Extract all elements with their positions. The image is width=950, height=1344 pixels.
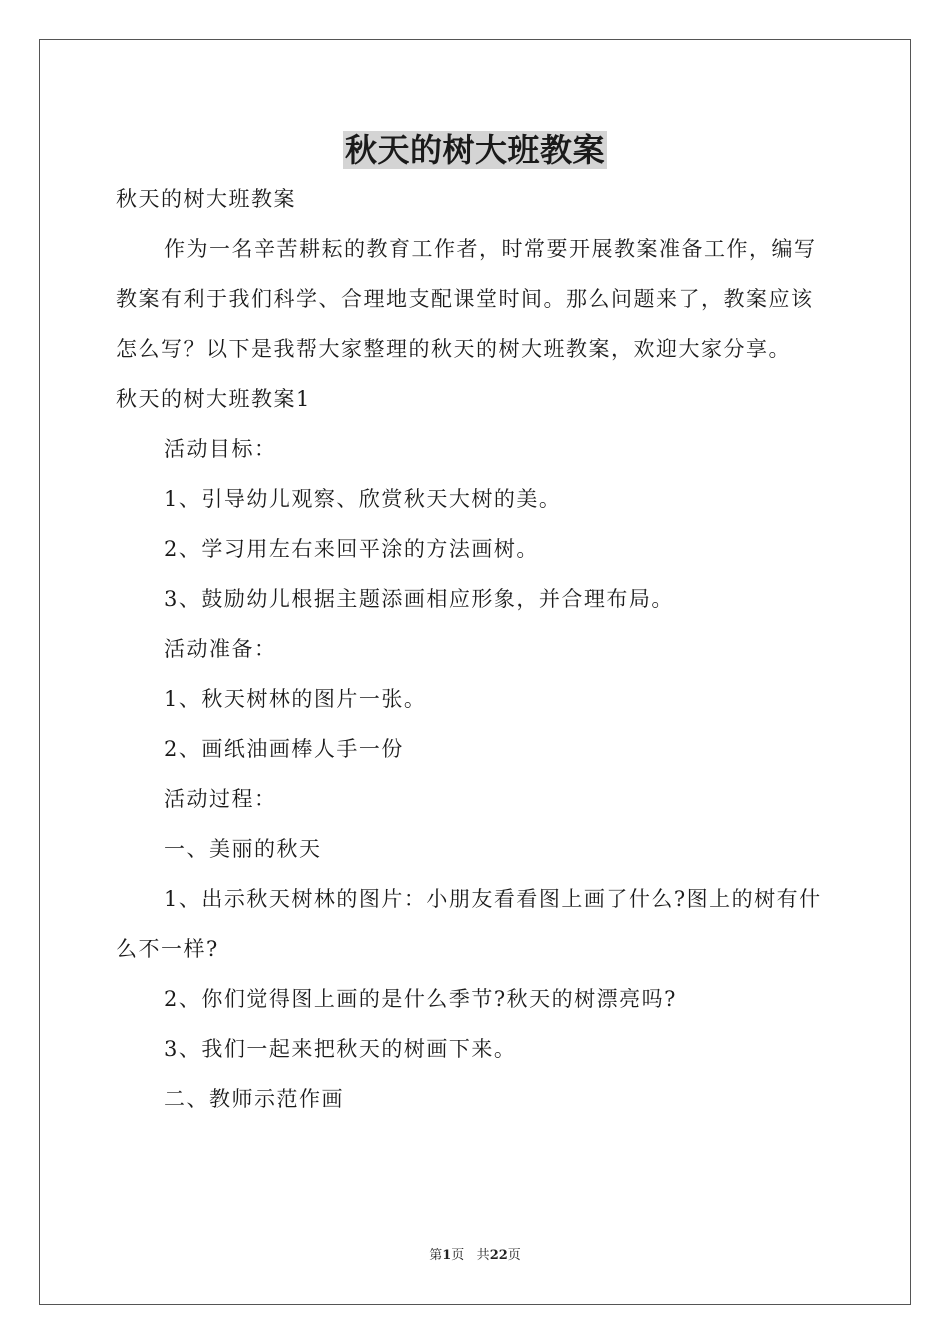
footer-page-suffix: 页 xyxy=(451,1248,465,1263)
footer-page-number: 1 xyxy=(442,1248,452,1263)
list-item: 3、我们一起来把秋天的树画下来。 xyxy=(164,1037,517,1061)
list-item: 3、鼓励幼儿根据主题添画相应形象，并合理布局。 xyxy=(164,587,674,611)
list-item: 2、学习用左右来回平涂的方法画树。 xyxy=(164,537,539,561)
footer-total-suffix: 页 xyxy=(507,1248,521,1263)
paragraph: 作为一名辛苦耕耘的教育工作者，时常要开展教案准备工作，编写教案有利于我们科学、合理地支配课堂时间。那么问题来了，教案应该怎么写？以下是我帮大家整理的秋天的树大班教案，欢迎大家分享。 xyxy=(116,237,817,361)
footer-prefix: 第 xyxy=(429,1248,443,1263)
document-title-text: 秋天的树大班教案 xyxy=(344,131,605,169)
list-item: 2、画纸油画棒人手一份 xyxy=(164,737,404,761)
document-body xyxy=(116,174,834,1124)
footer-total-pages: 22 xyxy=(489,1248,508,1263)
paragraph: 活动过程： xyxy=(164,787,277,811)
list-item: 1、引导幼儿观察、欣赏秋天大树的美。 xyxy=(164,487,562,511)
section-heading: 秋天的树大班教案1 xyxy=(116,387,311,411)
paragraph: 活动准备： xyxy=(164,637,277,661)
document-title xyxy=(0,126,950,174)
footer-total-prefix: 共 xyxy=(476,1248,490,1263)
list-item: 1、秋天树林的图片一张。 xyxy=(164,687,427,711)
list-item: 一、美丽的秋天 xyxy=(164,837,322,861)
list-item: 1、出示秋天树林的图片：小朋友看看图上画了什么?图上的树有什么不一样? xyxy=(116,887,822,961)
page-footer xyxy=(0,1246,950,1266)
list-item: 2、你们觉得图上画的是什么季节?秋天的树漂亮吗? xyxy=(164,987,677,1011)
paragraph: 活动目标： xyxy=(164,437,277,461)
list-item: 二、教师示范作画 xyxy=(164,1087,344,1111)
paragraph: 秋天的树大班教案 xyxy=(116,187,296,211)
